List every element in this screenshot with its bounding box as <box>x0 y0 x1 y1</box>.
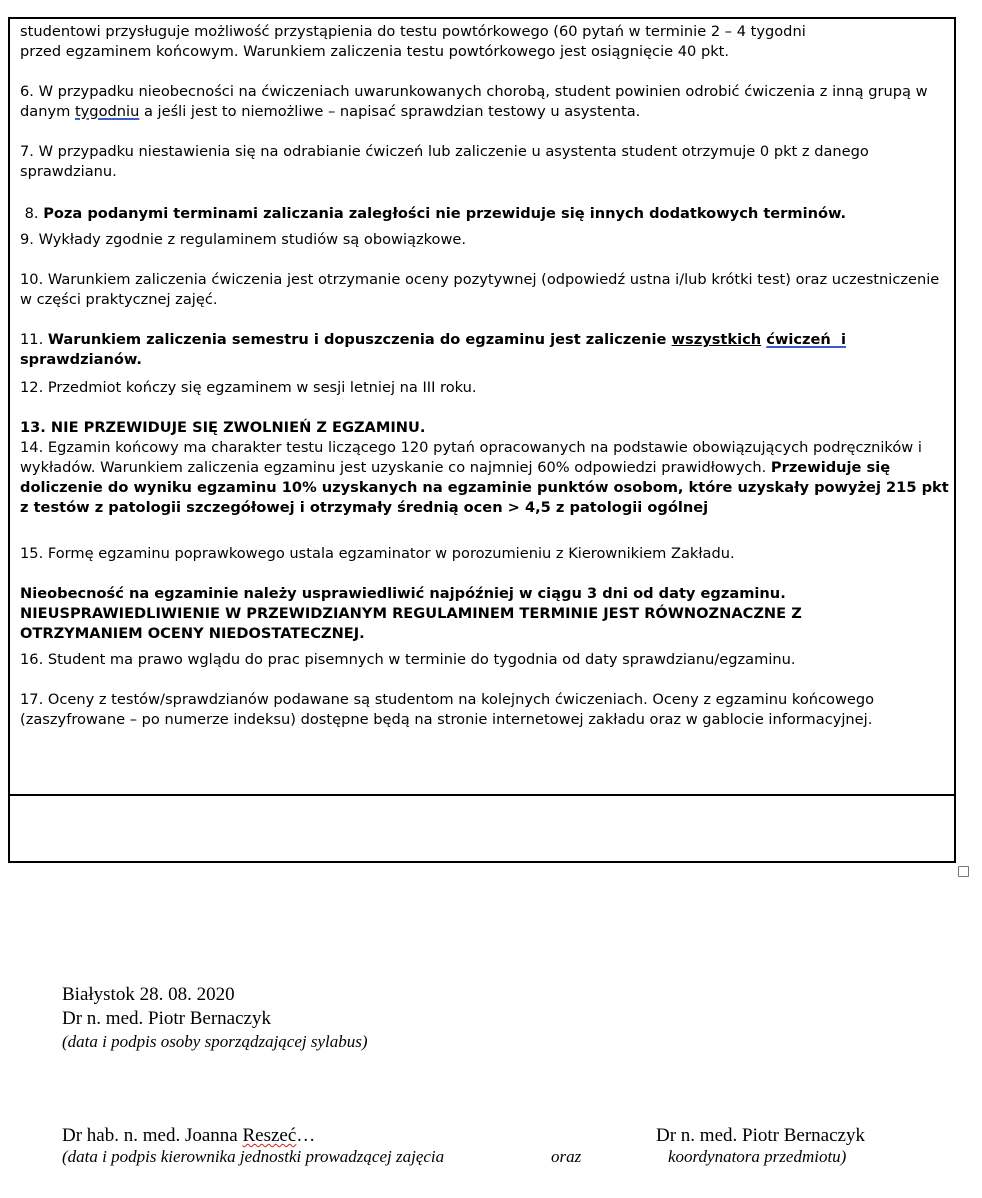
head-name-spell-flag[interactable]: Reszeć <box>242 1125 297 1146</box>
coordinator-name: Dr n. med. Piotr Bernaczyk <box>656 1125 865 1146</box>
p14-text-b: Przewiduje się doliczenie do wyniku egzaminu 10% uzyskanych na egzaminie punktów osobom, które uzyskały powyżej 215 pkt z testów z patologii szczegółowej i otrzymały średnią ocen > 4,5 z patologii ogólnej <box>20 459 949 516</box>
coordinator-caption: koordynatora przedmiotu) <box>668 1147 847 1166</box>
paragraph-15: 15. Formę egzaminu poprawkowego ustala egzaminator w porozumieniu z Kierownikiem Zakładu. <box>20 545 735 562</box>
head-name-text: Dr hab. n. med. Joanna <box>62 1125 243 1146</box>
p11-grammar-flag[interactable]: ćwiczeń i <box>766 331 846 348</box>
syllabus-table <box>8 17 956 863</box>
paragraph-12: 12. Przedmiot kończy się egzaminem w sesji letniej na III roku. <box>20 379 477 396</box>
intro-line-1: studentowi przysługuje możliwość przystąpienia do testu powtórkowego (60 pytań w terminie 2 – 4 tygodni <box>20 23 806 40</box>
p6-text-c: a jeśli jest to niemożliwe – napisać sprawdzian testowy u asystenta. <box>139 103 641 120</box>
author-name: Dr n. med. Piotr Bernaczyk <box>62 1008 271 1029</box>
table-resize-handle[interactable] <box>958 866 969 877</box>
paragraph-9: 9. Wykłady zgodnie z regulaminem studiów są obowiązkowe. <box>20 231 467 248</box>
p11-underlined-word: wszystkich <box>671 331 762 348</box>
paragraph-absence <box>20 584 950 644</box>
paragraph-intro <box>20 22 950 62</box>
absence-line-2: NIEUSPRAWIEDLIWIENIE W PRZEWIDZIANYM REGULAMINEM TERMINIE JEST RÓWNOZNACZNE Z <box>20 605 802 622</box>
place-date: Białystok 28. 08. 2020 <box>62 984 235 1005</box>
p8-number: 8. <box>20 205 44 222</box>
intro-line-2: przed egzaminem końcowym. Warunkiem zaliczenia testu powtórkowego jest osiągnięcie 40 pkt. <box>20 43 730 60</box>
paragraph-10: 10. Warunkiem zaliczenia ćwiczenia jest otrzymanie oceny pozytywnej (odpowiedź ustna i/lub krótki test) oraz uczestniczenie w części praktycznej zajęć. <box>20 271 940 308</box>
p11-number: 11. <box>20 331 48 348</box>
p11-text-d: sprawdzianów. <box>20 351 142 368</box>
regulations-cell[interactable] <box>10 19 954 796</box>
paragraph-6 <box>20 82 950 122</box>
paragraph-14 <box>20 438 950 518</box>
paragraph-8 <box>20 204 950 224</box>
p6-grammar-flag[interactable]: tygodniu <box>74 103 140 120</box>
p11-text-a: Warunkiem zaliczenia semestru i dopuszczenia do egzaminu jest zaliczenie <box>47 331 672 348</box>
p14-text-a: 14. Egzamin końcowy ma charakter testu liczącego 120 pytań opracowanych na podstawie obowiązujących podręczników i wykładów. Warunkiem zaliczenia egzaminu jest uzyskanie co najmniej 60% odpowiedzi prawidłowych. <box>20 439 922 476</box>
and-word: oraz <box>551 1147 582 1166</box>
head-name-ellipsis: … <box>296 1125 316 1146</box>
paragraph-16: 16. Student ma prawo wglądu do prac pisemnych w terminie do tygodnia od daty sprawdzianu/egzaminu. <box>20 651 796 668</box>
absence-line-3: OTRZYMANIEM OCENY NIEDOSTATECZNEJ. <box>20 625 365 642</box>
head-name <box>62 1124 315 1148</box>
empty-cell[interactable] <box>10 796 954 861</box>
author-caption: (data i podpis osoby sporządzającej sylabus) <box>62 1032 368 1051</box>
head-caption: (data i podpis kierownika jednostki prowadzącej zajęcia <box>62 1147 445 1166</box>
paragraph-13: 13. NIE PRZEWIDUJE SIĘ ZWOLNIEŃ Z EGZAMINU. <box>20 419 426 436</box>
paragraph-11 <box>20 330 950 370</box>
paragraph-7: 7. W przypadku niestawienia się na odrabianie ćwiczeń lub zaliczenie u asystenta student otrzymuje 0 pkt z danego sprawdzianu. <box>20 143 869 180</box>
p6-text-a: 6. W przypadku nieobecności na ćwiczeniach uwarunkowanych chorobą, student powinien odrobić ćwiczenia z inną grupą w danym <box>20 83 928 120</box>
absence-line-1: Nieobecność na egzaminie należy usprawiedliwić najpóźniej w ciągu 3 dni od daty egzaminu. <box>20 585 786 602</box>
p8-text: Poza podanymi terminami zaliczania zaległości nie przewiduje się innych dodatkowych terminów. <box>43 205 847 222</box>
paragraph-17: 17. Oceny z testów/sprawdzianów podawane są studentom na kolejnych ćwiczeniach. Oceny z egzaminu końcowego (zaszyfrowane – po numerze indeksu) dostępne będą na stronie internetowej zakładu oraz w gablocie informacyjnej. <box>20 691 875 728</box>
